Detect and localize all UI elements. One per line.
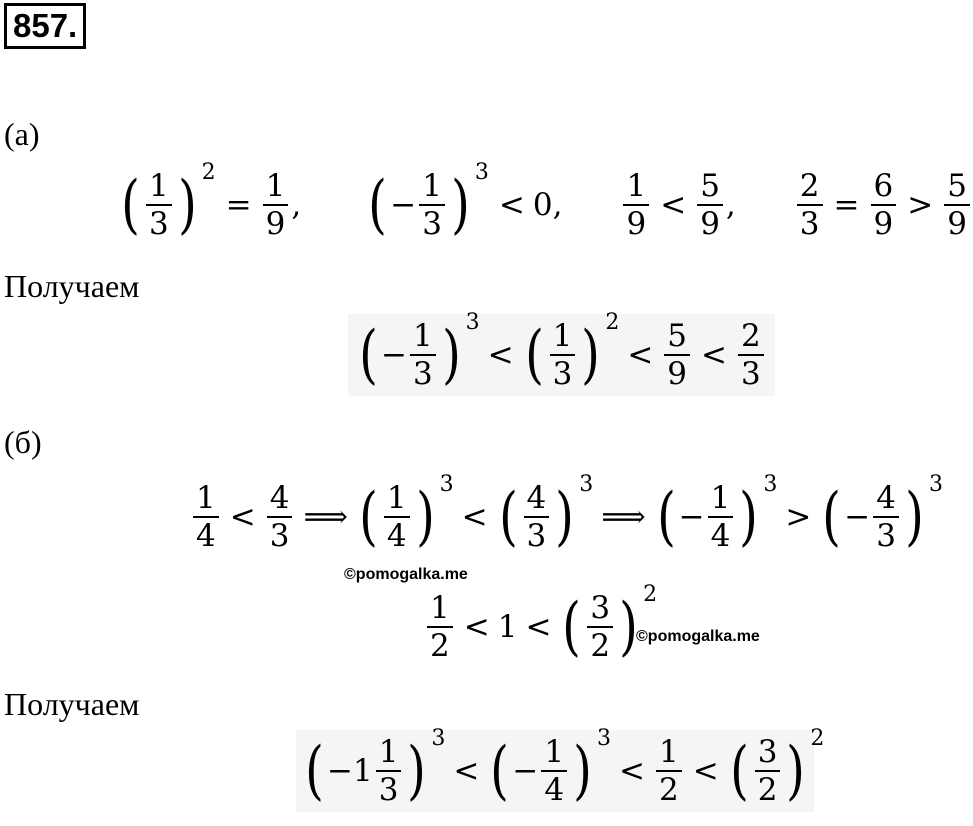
- power-expr: ( − 1 $\frac{1}{3}$ ) $^3$: [305, 726, 446, 808]
- fraction: $\frac{6}{9}$: [871, 168, 897, 242]
- fraction: $\frac{4}{3}$: [873, 480, 899, 554]
- fraction: $\frac{1}{9}$: [263, 168, 289, 242]
- fraction: $\frac{1}{2}$: [427, 590, 453, 664]
- power-expr: ( − $\frac{1}{4}$ ) $^3$: [656, 472, 778, 554]
- part-b-line1: $\frac{1}{4}$ < $\frac{4}{3}$ ⟹ ( $\frac{1}{4}$ ) $^3$ < ( $\frac{4}{3}$ ) $^3$ ⟹ ( − $\frac{1}{4}$ ) $^3$ > ( − $\frac{4}{3}$ ) $^3$: [190, 480, 927, 554]
- part-a-result: ( − $\frac{1}{3}$ ) $^3$ < ( $\frac{1}{3}$ ) $^2$ < $\frac{5}{9}$ < $\frac{2}{3}$: [348, 314, 775, 396]
- power-expr: ( $\frac{1}{4}$ ) $^3$: [359, 472, 454, 554]
- fraction: $\frac{4}{3}$: [524, 480, 550, 554]
- power-expr: ( − $\frac{1}{4}$ ) $^3$: [490, 726, 612, 808]
- fraction: $\frac{2}{3}$: [738, 318, 764, 392]
- part-b-line2: $\frac{1}{2}$ < 1 < ( $\frac{3}{2}$ ) $^2$: [424, 590, 641, 664]
- fraction: $\frac{1}{4}$: [193, 480, 219, 554]
- problem-number: 857.: [4, 3, 86, 49]
- fraction: $\frac{5}{9}$: [944, 168, 970, 242]
- fraction: $\frac{5}{9}$: [697, 168, 723, 242]
- fraction: $\frac{2}{3}$: [797, 168, 823, 242]
- fraction: $\frac{3}{2}$: [587, 590, 613, 664]
- part-b-conclusion-label: Получаем: [4, 686, 140, 722]
- fraction: $\frac{1}{3}$: [146, 168, 172, 242]
- power-expr: ( − $\frac{4}{3}$ ) $^3$: [822, 472, 943, 554]
- fraction: $\frac{1}{9}$: [623, 168, 649, 242]
- fraction: $\frac{1}{3}$: [419, 168, 445, 242]
- power-expr: ( $\frac{4}{3}$ ) $^3$: [498, 472, 594, 554]
- power-expr: ( $\frac{3}{2}$ ) $^2$: [562, 582, 658, 664]
- fraction: $\frac{4}{3}$: [267, 480, 293, 554]
- power-expr: ( $\frac{1}{3}$ ) $^2$: [524, 310, 620, 392]
- fraction: $\frac{1}{3}$: [376, 734, 402, 808]
- mixed-number: 1 $\frac{1}{3}$: [353, 734, 404, 808]
- watermark: ©pomogalka.me: [636, 628, 760, 645]
- part-a-conclusion-label: Получаем: [4, 268, 140, 304]
- power-expr: ( $\frac{1}{3}$ ) $^2$: [121, 160, 216, 242]
- power-expr: ( − $\frac{1}{3}$ ) $^3$: [368, 160, 489, 242]
- fraction: $\frac{1}{2}$: [656, 734, 682, 808]
- part-a-label: (а): [4, 116, 40, 152]
- watermark: ©pomogalka.me: [344, 566, 468, 583]
- fraction: $\frac{1}{4}$: [384, 480, 410, 554]
- fraction: $\frac{1}{4}$: [541, 734, 567, 808]
- fraction: $\frac{1}{4}$: [708, 480, 734, 554]
- fraction: $\frac{1}{3}$: [410, 318, 436, 392]
- part-a-line1: ( $\frac{1}{3}$ ) $^2$ = $\frac{1}{9}$ , ( − $\frac{1}{3}$ ) $^3$ < 0, $\frac{1}{9}$ < $\frac{5}{9}$ , $\frac{2}{3}$ = $\frac{6}{9}$ > $\frac{5}{9}$: [118, 168, 973, 242]
- part-b-result: ( − 1 $\frac{1}{3}$ ) $^3$ < ( − $\frac{1}{4}$ ) $^3$ < $\frac{1}{2}$ < ( $\frac{3}{2}$ ) $^2$: [296, 730, 814, 812]
- power-expr: ( − $\frac{1}{3}$ ) $^3$: [359, 310, 480, 392]
- fraction: $\frac{1}{3}$: [550, 318, 576, 392]
- fraction: $\frac{5}{9}$: [664, 318, 690, 392]
- power-expr: ( $\frac{3}{2}$ ) $^2$: [729, 726, 825, 808]
- fraction: $\frac{3}{2}$: [755, 734, 781, 808]
- part-b-label: (б): [4, 424, 42, 460]
